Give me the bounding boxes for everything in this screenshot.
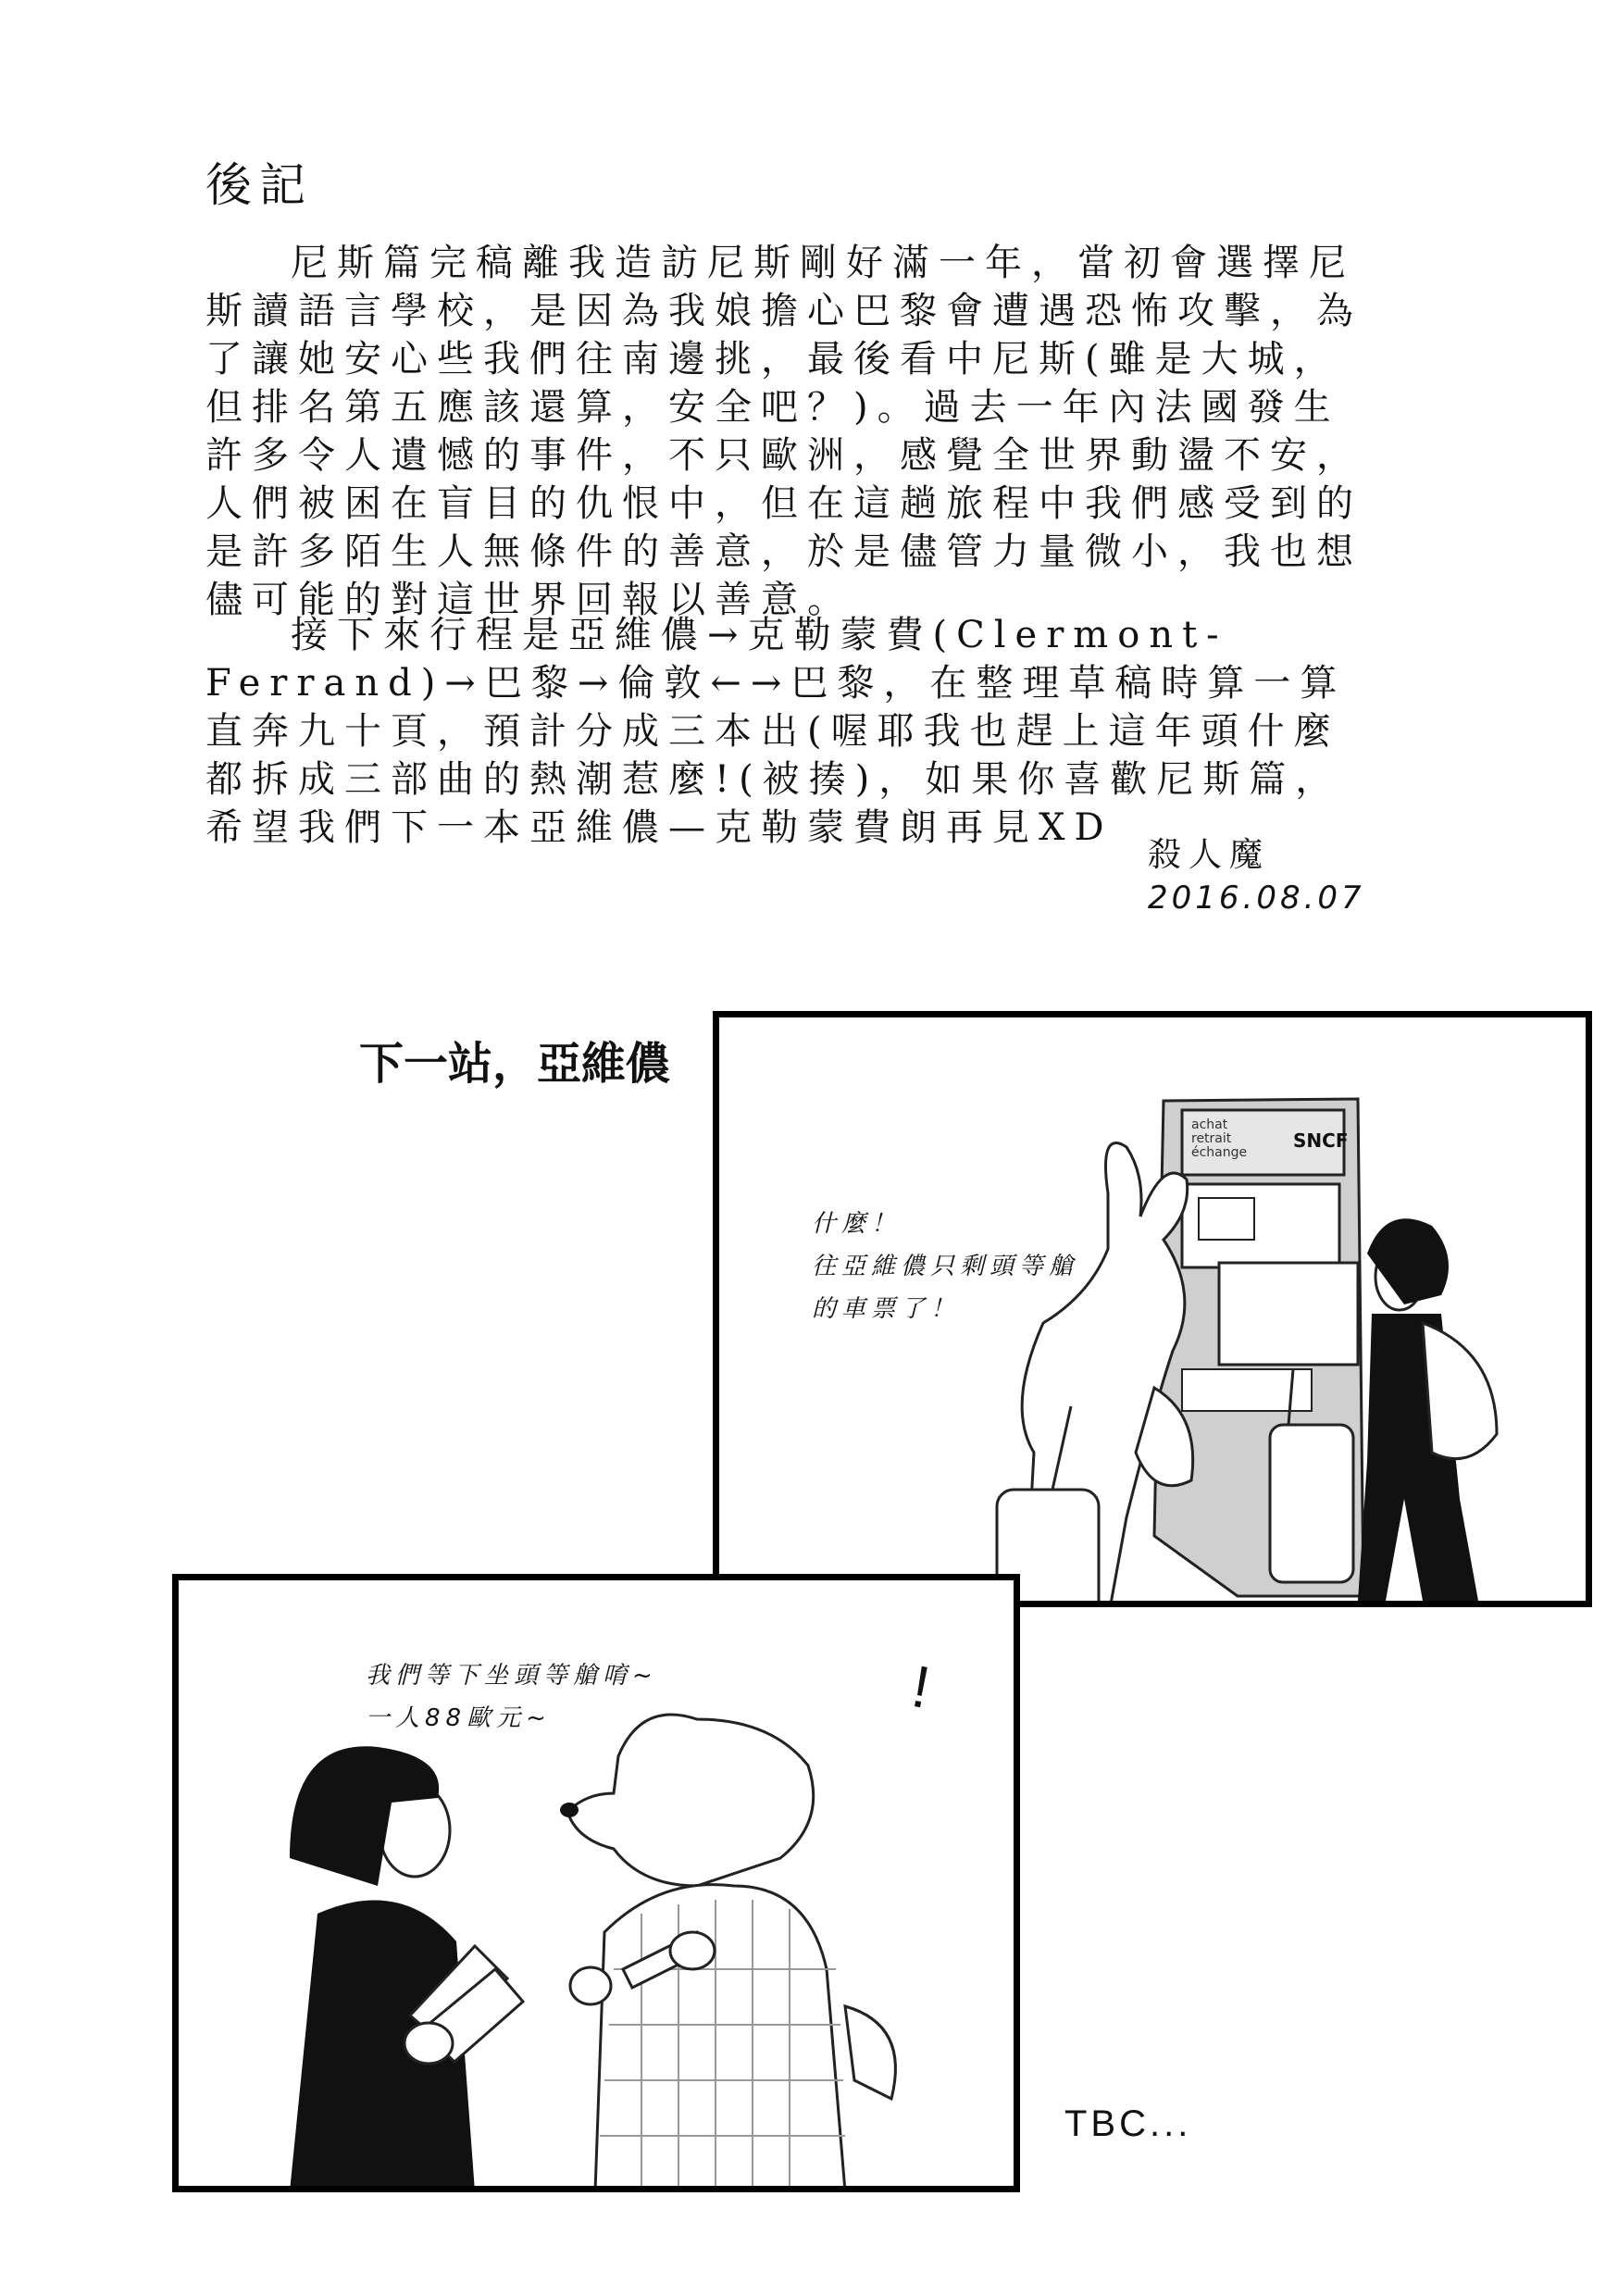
- speech-bubble-person: [366, 1654, 658, 1740]
- afterword-title: 後記: [205, 158, 313, 212]
- afterword-date: 2016.08.07: [1148, 880, 1365, 917]
- speech-line: 的車票了！: [812, 1295, 961, 1323]
- speech-line: 什麼！: [812, 1210, 902, 1238]
- next-stop-caption: 下一站，亞維儂: [359, 1038, 671, 1090]
- author-signature: 殺人魔: [1148, 836, 1271, 874]
- machine-label-echange: échange: [1191, 1145, 1248, 1160]
- machine-label-retrait: retrait: [1191, 1131, 1232, 1146]
- exclamation-mark: !: [906, 1653, 935, 1721]
- afterword-paragraph-2: 接下來行程是亞維儂→克勒蒙費(Clermont-Ferrand)→巴黎→倫敦←→巴黎，在整理草稿時算一算直奔九十頁，預計分成三本出(喔耶我也趕上這年頭什麼都拆成三部曲的熱潮惹麼!(被揍)，如果你喜歡尼斯篇，希望我們下一本亞維儂—克勒蒙費朗再見XD: [205, 614, 1347, 849]
- machine-label-achat: achat: [1191, 1117, 1228, 1132]
- machine-brand-logo: SNCF: [1293, 1129, 1349, 1152]
- speech-line: 往亞維儂只剩頭等艙: [812, 1253, 1079, 1280]
- speech-bubble-rabbit: [812, 1203, 1078, 1330]
- comic-panel-ticket-machine: [713, 1011, 1592, 1607]
- comic-panel-first-class: [172, 1574, 1020, 2192]
- afterword-paragraph-1: 尼斯篇完稿離我造訪尼斯剛好滿一年，當初會選擇尼斯讀語言學校，是因為我娘擔心巴黎會遭遇恐怖攻擊，為了讓她安心些我們往南邊挑，最後看中尼斯(雖是大城，但排名第五應該還算，安全吧？)。過去一年內法國發生許多令人遺憾的事件，不只歐洲，感覺全世界動盪不安，人們被困在盲目的仇恨中，但在這趟旅程中我們感受到的是許多陌生人無條件的善意，於是儘管力量微小，我也想儘可能的對這世界回報以善意。: [205, 242, 1363, 621]
- speech-line: 我們等下坐頭等艙唷~: [366, 1662, 658, 1690]
- speech-line: 一人88歐元~: [366, 1704, 552, 1732]
- to-be-continued: TBC...: [1064, 2103, 1192, 2144]
